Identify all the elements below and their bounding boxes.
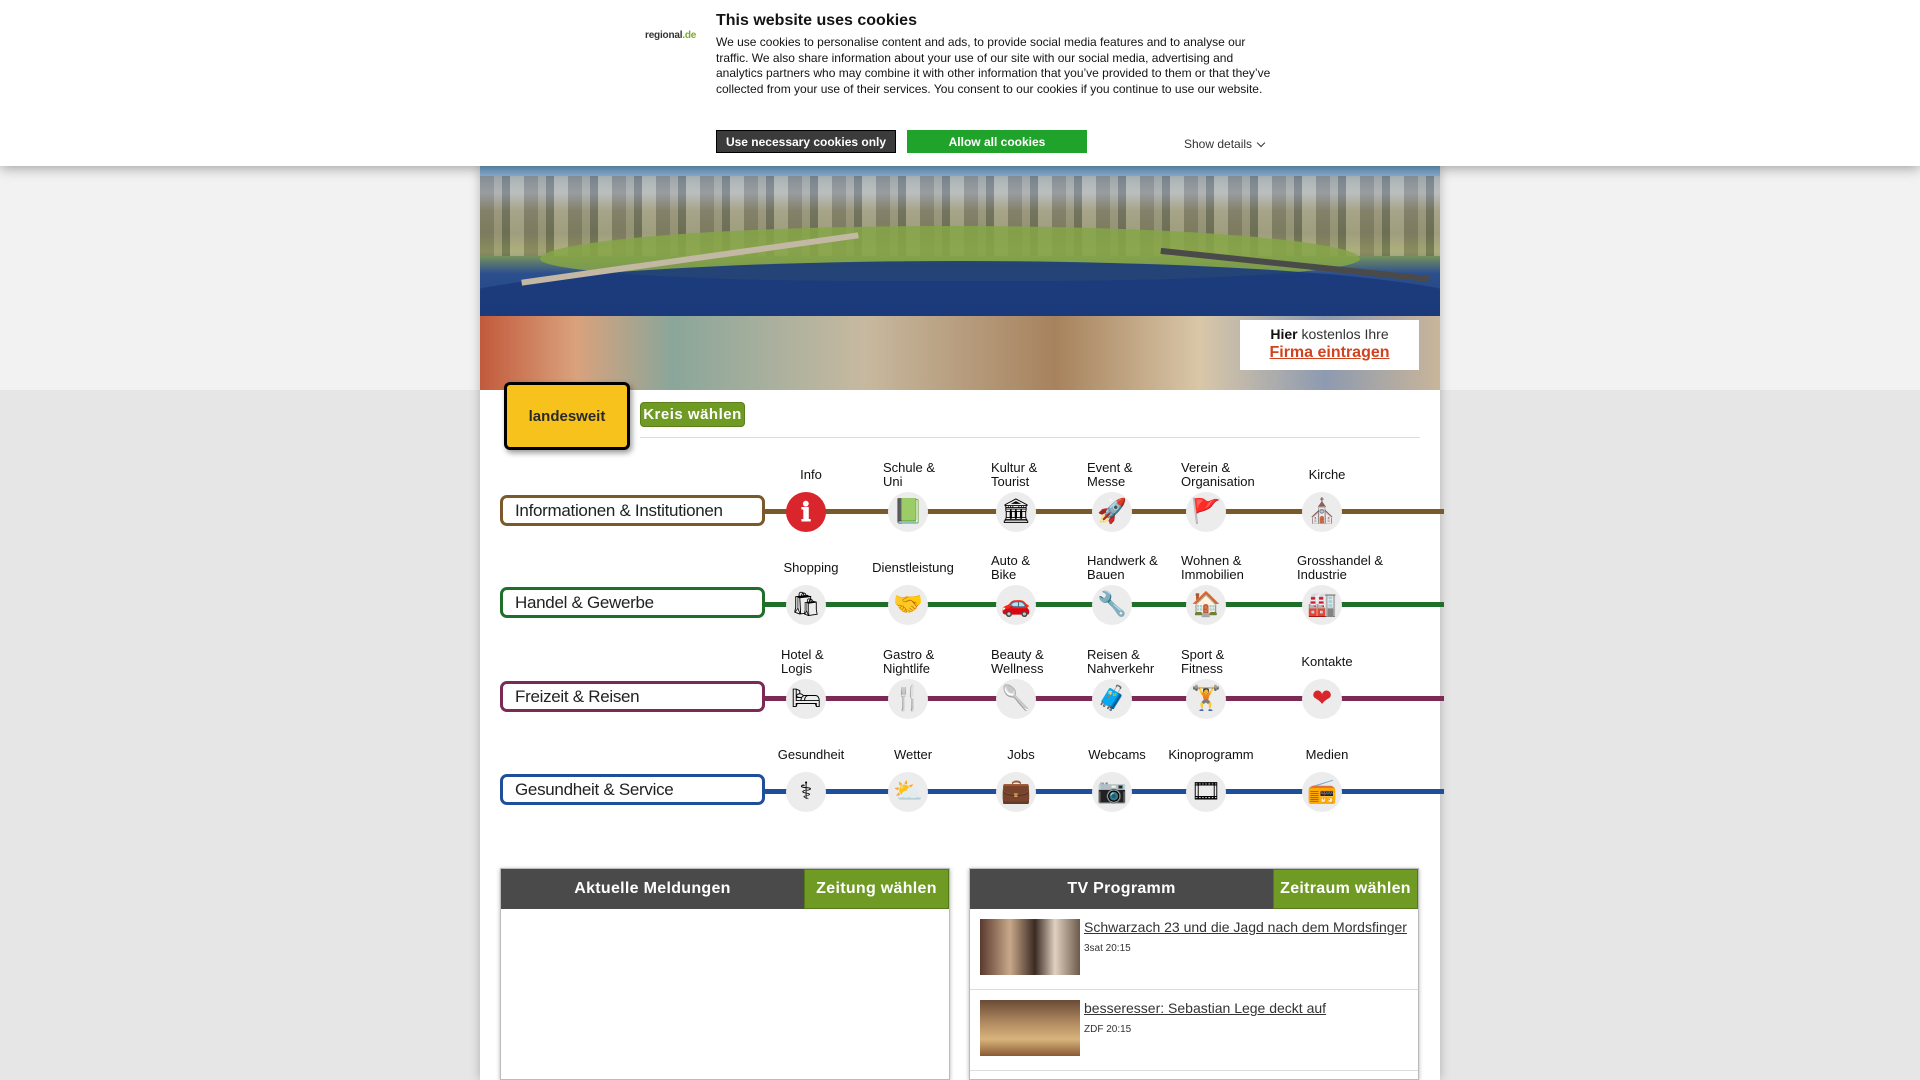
category-item-label[interactable]: Gastro & Nightlife — [883, 647, 935, 676]
category-item-label[interactable]: Medien — [1305, 747, 1349, 762]
caduceus-icon[interactable]: ⚕ — [786, 772, 826, 812]
divider — [640, 437, 1420, 438]
jobs-icon[interactable]: 💼 — [996, 772, 1036, 812]
category-item-label[interactable]: Info — [800, 467, 822, 482]
category-item-label[interactable]: Wohnen & Immobilien — [1181, 553, 1244, 582]
church-icon[interactable]: ⛪ — [1302, 492, 1342, 532]
dumbbell-icon[interactable]: 🏋 — [1186, 679, 1226, 719]
category-item-label[interactable]: Handwerk & Bauen — [1087, 553, 1158, 582]
bed-icon[interactable]: 🛏 — [786, 679, 826, 719]
tv-header — [970, 869, 1418, 909]
radio-icon[interactable]: 📻 — [1302, 772, 1342, 812]
tv-thumbnail[interactable] — [980, 919, 1080, 975]
suitcase-icon[interactable]: 🧳 — [1092, 679, 1132, 719]
category-item-label[interactable]: Auto & Bike — [991, 553, 1031, 582]
tv-item-title[interactable]: Schwarzach 23 und die Jagd nach dem Mordsfinger — [1084, 919, 1407, 935]
category-item-label[interactable]: Kirche — [1308, 467, 1346, 482]
category-item-label[interactable]: Reisen & Nahverkehr — [1087, 647, 1155, 676]
category-item-label[interactable]: Kontakte — [1301, 654, 1353, 669]
factory-icon[interactable]: 🏭 — [1302, 585, 1342, 625]
region-landesweit-sign[interactable]: landesweit — [504, 382, 630, 450]
category-item-label[interactable]: Webcams — [1088, 747, 1146, 762]
cta-text: kostenlos Ihre — [1297, 326, 1389, 342]
category-item-label[interactable]: Shopping — [783, 560, 839, 575]
tv-item-meta: 3sat 20:15 — [1084, 943, 1131, 954]
cookie-text: We use cookies to personalise content and ads, to provide social media features and to analyse our traffic. We also share information about your use of our site with our social media, advertising and analytics partners who may combine it with other information that you’ve provided to them or that they’ve collected from your use of their services. You consent to our cookies if you continue to use our website. — [716, 35, 1271, 96]
category-item-label[interactable]: Dienstleistung — [872, 560, 954, 575]
select-district-button[interactable]: Kreis wählen — [640, 402, 745, 427]
category-informationen[interactable]: Informationen & Institutionen — [500, 495, 765, 526]
select-newspaper-button[interactable]: Zeitung wählen — [804, 869, 949, 909]
spoon-icon[interactable]: 🥄 — [996, 679, 1036, 719]
news-title: Aktuelle Meldungen — [574, 880, 731, 897]
cookie-banner — [0, 0, 1920, 166]
category-handel[interactable]: Handel & Gewerbe — [500, 587, 765, 618]
tv-title: TV Programm — [1067, 880, 1176, 897]
news-panel — [500, 868, 950, 1080]
category-gesundheit[interactable]: Gesundheit & Service — [500, 774, 765, 805]
webcam-icon[interactable]: 📷 — [1092, 772, 1132, 812]
logo-tld: .de — [682, 30, 697, 41]
necessary-cookies-button[interactable]: Use necessary cookies only — [716, 130, 896, 153]
show-details-link[interactable] — [1184, 137, 1264, 151]
cutlery-icon[interactable]: 🍴 — [888, 679, 928, 719]
house-icon[interactable]: 🏠 — [1186, 585, 1226, 625]
register-company-link[interactable]: Firma eintragen — [1269, 344, 1390, 361]
allow-all-cookies-button[interactable]: Allow all cookies — [907, 130, 1087, 153]
category-item-label[interactable]: Hotel & Logis — [781, 647, 824, 676]
category-item-label[interactable]: Jobs — [1007, 747, 1035, 762]
tv-item[interactable] — [970, 909, 1418, 990]
news-header — [501, 869, 949, 909]
cookie-title: This website uses cookies — [716, 12, 917, 29]
select-timeframe-button[interactable]: Zeitraum wählen — [1273, 869, 1418, 909]
hero-image — [480, 166, 1440, 390]
main-container — [480, 166, 1440, 1080]
category-item-label[interactable]: Event & Messe — [1087, 460, 1133, 489]
category-item-label[interactable]: Beauty & Wellness — [991, 647, 1044, 676]
info-icon[interactable]: ℹ — [786, 492, 826, 532]
cta-line — [1240, 326, 1419, 342]
film-icon[interactable]: 🎞 — [1186, 772, 1226, 812]
category-item-label[interactable]: Schule & Uni — [883, 460, 936, 489]
logo-main: regional — [645, 30, 683, 41]
regional-logo — [645, 30, 696, 41]
category-freizeit[interactable]: Freizeit & Reisen — [500, 681, 765, 712]
tv-item-meta: ZDF 20:15 — [1084, 1024, 1132, 1035]
tv-thumbnail[interactable] — [980, 1000, 1080, 1056]
chevron-down-icon — [1257, 138, 1265, 146]
heart-icon[interactable]: ❤ — [1302, 679, 1342, 719]
pennant-icon[interactable]: 🚩 — [1186, 492, 1226, 532]
chalkboard-icon[interactable]: 📗 — [888, 492, 928, 532]
category-item-label[interactable]: Gesundheit — [777, 747, 845, 762]
car-icon[interactable]: 🚗 — [996, 585, 1036, 625]
handshake-icon[interactable]: 🤝 — [888, 585, 928, 625]
shopping-bag-icon[interactable]: 🛍 — [786, 585, 826, 625]
tv-item[interactable] — [970, 990, 1418, 1071]
category-item-label[interactable]: Grosshandel & Industrie — [1297, 553, 1383, 582]
rocket-icon[interactable]: 🚀 — [1092, 492, 1132, 532]
category-item-label[interactable]: Wetter — [893, 747, 933, 762]
show-details-label: Show details — [1184, 137, 1253, 151]
cta-bold: Hier — [1270, 326, 1298, 342]
weather-icon[interactable]: ⛅ — [888, 772, 928, 812]
category-item-label[interactable]: Sport & Fitness — [1181, 647, 1225, 676]
museum-icon[interactable]: 🏛 — [996, 492, 1036, 532]
category-item-label[interactable]: Kultur & Tourist — [991, 460, 1038, 489]
category-item-label[interactable]: Kinoprogramm — [1168, 747, 1254, 762]
tv-panel — [969, 868, 1419, 1080]
register-company-box[interactable] — [1240, 320, 1419, 370]
tv-item-title[interactable]: besseresser: Sebastian Lege deckt auf — [1084, 1000, 1327, 1016]
tools-icon[interactable]: 🔧 — [1092, 585, 1132, 625]
category-item-label[interactable]: Verein & Organisation — [1181, 460, 1255, 489]
